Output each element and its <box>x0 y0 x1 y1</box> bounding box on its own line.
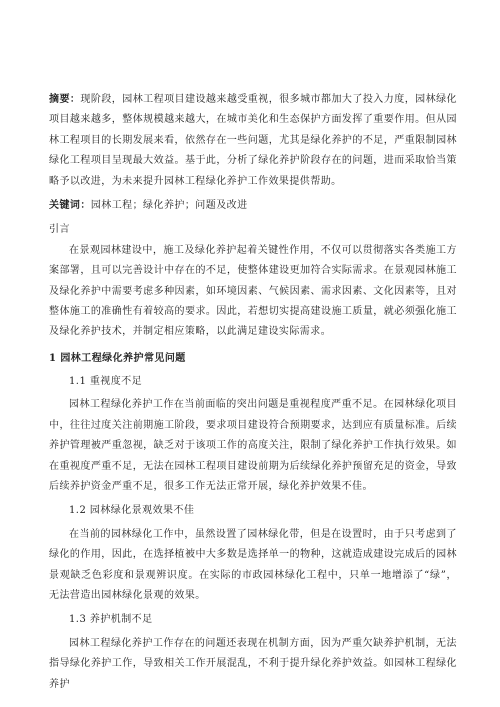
intro-heading: 引言 <box>49 224 70 236</box>
section-1-1-paragraph: 园林工程绿化养护工作在当前面临的突出问题是重视程度严重不足。在园林绿化项目中，往往过度关注前期施工阶段，要求项目建设符合预期要求，达到应有质量标准。后续养护管理被严重忽视，缺乏对于该项工作的高度关注，限制了绿化养护工作执行效果。如在重视度严重不足，无法在园林工程项目建设前期为后续绿化养护预留充足的资金，导致后续养护资金严重不足，很多工作无法正常开展，绿化养护效果不佳。 <box>49 399 457 492</box>
section-1-1-heading: 1.1 重视度不足 <box>69 375 143 387</box>
abstract-text: 现阶段，园林工程项目建设越来越受重视，很多城市都加大了投入力度，园林绿化项目越来越多，整体规模越来越大，在城市美化和生态保护方面发挥了重要作用。但从园林工程项目的长期发展来看，依然存在一些问题，尤其是绿化养护的不足，严重限制园林绿化工程项目呈现最大效益。基于此，分析了绿化养护阶段存在的问题，进而采取恰当策略予以改进，为未来提升园林工程绿化养护工作效果提供帮助。 <box>49 94 457 187</box>
keywords-text: 园林工程；绿化养护；问题及改进 <box>90 200 248 212</box>
section-1-3-heading: 1.3 养护机制不足 <box>69 614 153 626</box>
abstract-label: 摘要： <box>49 94 81 105</box>
section-1-2-heading: 1.2 园林绿化景观效果不佳 <box>69 505 195 517</box>
abstract-paragraph <box>49 90 457 192</box>
section-1-heading: 1 园林工程绿化养护常见问题 <box>49 352 186 364</box>
keywords-label: 关键词： <box>49 200 91 212</box>
intro-paragraph: 在景观园林建设中，施工及绿化养护起着关键性作用，不仅可以贯彻落实各类施工方案部署，且可以完善设计中存在的不足，使整体建设更加符合实际需求。在景观园林施工及绿化养护中需要考虑多种因素，如环境因素、气候因素、需求因素、文化因素等，且对整体施工的准确性有着较高的要求。因此，若想切实提高建设施工质量，就必须强化施工及绿化养护技术，并制定相应策略，以此满足建设实际需求。 <box>49 244 457 338</box>
section-1-2-paragraph: 在当前的园林绿化工作中，虽然设置了园林绿化带，但是在设置时，由于只考虑到了绿化的作用，因此，在选择植被中大多数是选择单一的物种，这就造成建设完成后的园林景观缺乏色彩度和景观辨识度。在实际的市政园林绿化工程中，只单一地增添了“绿”，无法营造出园林绿化景观的效果。 <box>49 528 457 601</box>
keywords-paragraph <box>49 196 457 216</box>
document-page <box>49 90 457 695</box>
section-1-3-paragraph: 园林工程绿化养护工作存在的问题还表现在机制方面，因为严重欠缺养护机制，无法指导绿化养护工作，导致相关工作开展混乱，不利于提升绿化养护效益。如园林工程绿化养护 <box>49 637 457 690</box>
